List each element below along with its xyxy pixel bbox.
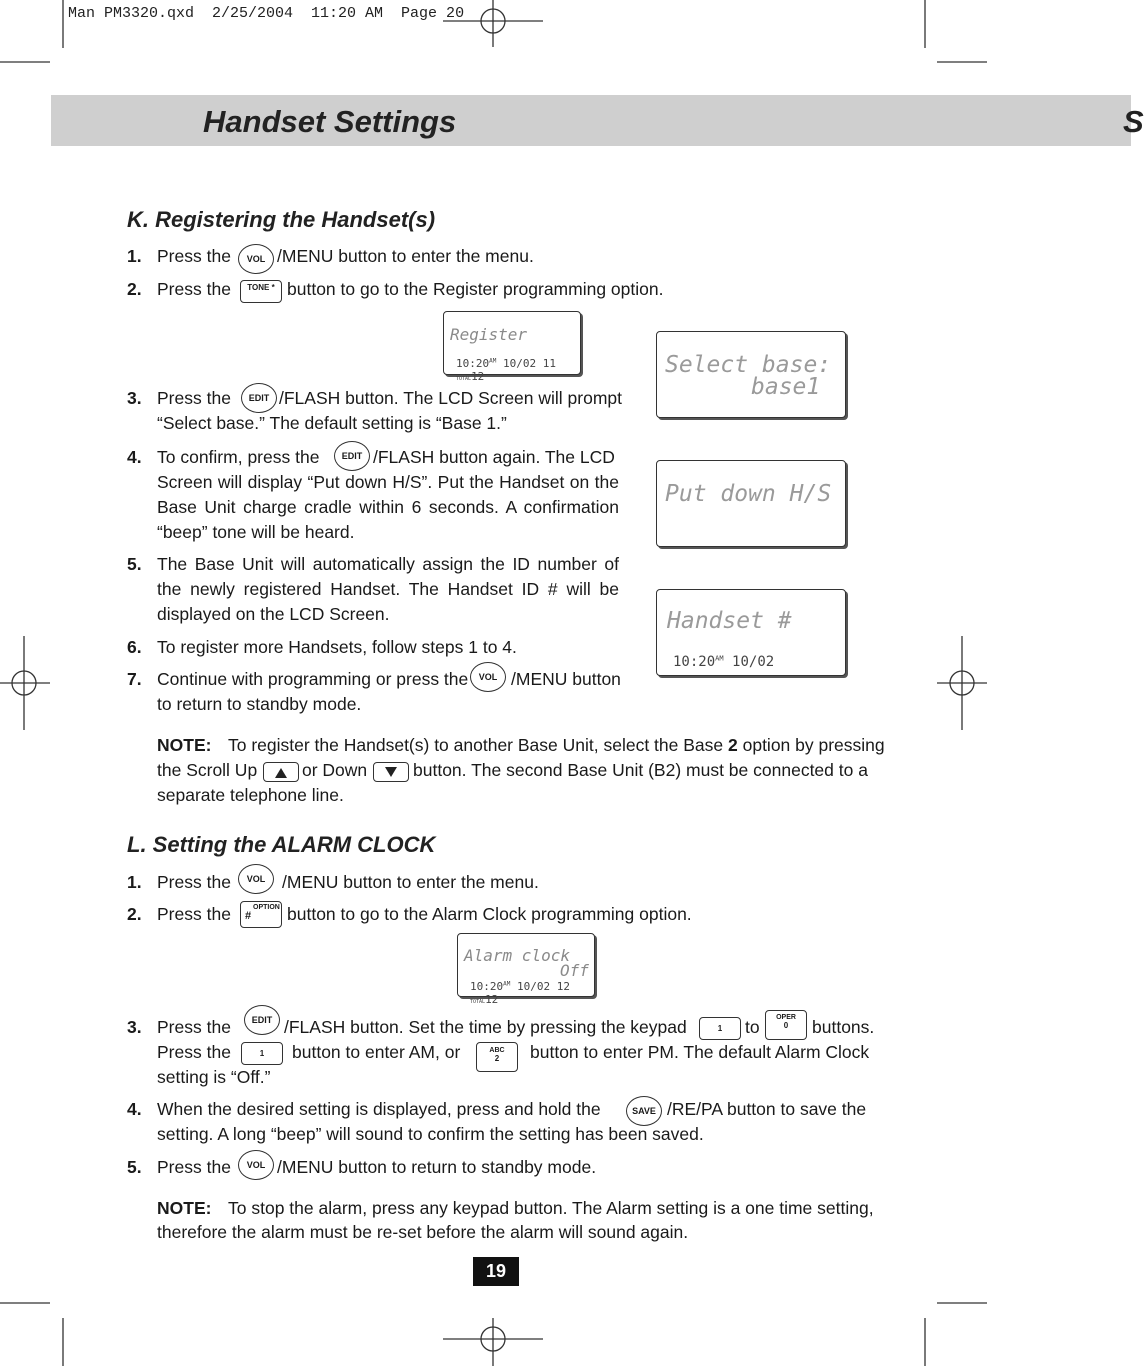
note-text: button. The second Base Unit (B2) must be connected to a xyxy=(413,760,868,780)
step-text: button to enter AM, or xyxy=(292,1042,461,1062)
page-number: 19 xyxy=(473,1257,519,1286)
key-digit: 2 xyxy=(494,1054,500,1063)
vol-key-icon: VOL xyxy=(470,662,506,692)
note-label: NOTE: xyxy=(157,735,212,755)
key-label: OPER xyxy=(776,1014,796,1021)
note-text xyxy=(228,733,885,758)
step-text: /FLASH button. The LCD Screen will prompt xyxy=(279,388,623,408)
lcd-date: 10/02 xyxy=(516,980,551,993)
note-segment: To register the Handset(s) to another Base Unit, select the Base xyxy=(228,735,724,755)
step-text: Press the xyxy=(157,279,231,299)
hash-option-key-icon xyxy=(240,901,282,928)
lcd-time-value: 10:20 xyxy=(456,357,490,370)
lcd-put-down xyxy=(656,460,846,547)
step-text: /FLASH button again. The LCD xyxy=(373,447,615,467)
step-text: The Base Unit will automatically assign the ID number of the newly registered Handset. The Handset ID # will be displayed on the LCD Screen. xyxy=(157,554,619,624)
note-text: or Down xyxy=(302,760,368,780)
step-number: 3. xyxy=(127,388,142,408)
step-number: 7. xyxy=(127,669,142,689)
step-number: 1. xyxy=(127,872,142,892)
scroll-down-key-icon xyxy=(373,762,409,782)
vol-key-icon: VOL xyxy=(238,864,274,894)
note-segment: option by pressing xyxy=(742,735,885,755)
lcd-date: 10/02 xyxy=(732,654,775,670)
lcd-line: base1 xyxy=(751,374,821,400)
key-1-icon: 1 xyxy=(241,1042,283,1065)
page-title: Handset Settings xyxy=(203,104,457,139)
lcd-count: 12 xyxy=(556,980,570,993)
lcd-time-value: 10:20 xyxy=(673,654,716,670)
step-number: 5. xyxy=(127,1157,142,1177)
key-0-oper-icon xyxy=(765,1010,807,1040)
section-edge-letter: S xyxy=(1123,104,1144,139)
step-text: /FLASH button. Set the time by pressing the keypad xyxy=(284,1017,687,1037)
key-label: OPTION xyxy=(253,904,280,911)
step-text: to xyxy=(745,1017,760,1037)
lcd-count: 11 xyxy=(542,357,556,370)
step-text: to return to standby mode. xyxy=(157,694,362,714)
step-text: button to enter PM. The default Alarm Clock xyxy=(530,1042,870,1062)
lcd-select-base xyxy=(656,331,846,418)
step-text: Press the xyxy=(157,246,231,266)
lcd-total-label: TOTAL xyxy=(470,999,486,1005)
step-text: /MENU button xyxy=(511,669,621,689)
note-bold: 2 xyxy=(728,735,738,755)
step-text: Screen will display “Put down H/S”. Put the Handset on the Base Unit charge cradle within 6 seconds. A confirmation “beep” tone will be heard. xyxy=(157,472,619,542)
step-text: Continue with programming or press the xyxy=(157,669,469,689)
lcd-line: Select base: xyxy=(665,352,832,378)
lcd-status xyxy=(673,654,774,670)
note-text: separate telephone line. xyxy=(157,785,344,805)
step-number: 5. xyxy=(127,554,142,574)
section-k-heading: K. Registering the Handset(s) xyxy=(127,207,436,232)
lcd-line: Alarm clock xyxy=(464,946,570,965)
note-label: NOTE: xyxy=(157,1198,212,1218)
key-1-icon: 1 xyxy=(699,1017,741,1040)
key-label: ABC xyxy=(489,1047,505,1054)
step-text: /RE/PA button to save the xyxy=(667,1099,867,1119)
step-number: 4. xyxy=(127,1099,142,1119)
step-number: 4. xyxy=(127,447,142,467)
lcd-date: 10/02 xyxy=(502,357,537,370)
step-text: button to go to the Register programming option. xyxy=(287,279,664,299)
step-text: Press the xyxy=(157,1042,231,1062)
lcd-am: AM xyxy=(503,980,511,988)
step-text: To confirm, press the xyxy=(157,447,320,467)
step-text: setting is “Off.” xyxy=(157,1067,271,1087)
step-text: Press the xyxy=(157,1017,231,1037)
tone-star-key-icon: TONE * xyxy=(240,280,282,303)
key-2-abc-icon xyxy=(476,1042,518,1072)
lcd-register xyxy=(443,311,581,383)
edit-key-icon: EDIT xyxy=(241,383,277,413)
step-text: “Select base.” The default setting is “Base 1.” xyxy=(157,413,507,433)
step-text: Press the xyxy=(157,1157,231,1177)
step-text: /MENU button to enter the menu. xyxy=(277,246,534,266)
step-text: When the desired setting is displayed, press and hold the xyxy=(157,1099,601,1119)
lcd-time-value: 10:20 xyxy=(470,980,504,993)
lcd-status xyxy=(470,980,594,1006)
step-text: Press the xyxy=(157,388,231,408)
lcd-line: Handset # xyxy=(667,608,792,634)
lcd-am: AM xyxy=(489,357,497,365)
step-text: /MENU button to return to standby mode. xyxy=(277,1157,597,1177)
step-number: 1. xyxy=(127,246,142,266)
save-key-icon: SAVE xyxy=(626,1096,662,1126)
lcd-line: Put down H/S xyxy=(665,481,832,507)
note-text: therefore the alarm must be re-set before the alarm will sound again. xyxy=(157,1222,689,1242)
vol-key-icon: VOL xyxy=(238,1150,274,1180)
edit-key-icon: EDIT xyxy=(244,1005,280,1035)
step-number: 2. xyxy=(127,279,142,299)
step-number: 2. xyxy=(127,904,142,924)
lcd-alarm-clock xyxy=(457,933,595,1006)
note-text: To stop the alarm, press any keypad button. The Alarm setting is a one time setting, xyxy=(228,1198,874,1218)
step-number: 6. xyxy=(127,637,142,657)
lcd-handset-number xyxy=(656,589,846,676)
lcd-line: Register xyxy=(450,325,528,344)
file-slug: Man PM3320.qxd 2/25/2004 11:20 AM Page 20 xyxy=(68,5,465,22)
lcd-total: 12 xyxy=(485,993,499,1006)
step-text: buttons. xyxy=(812,1017,875,1037)
note-text: the Scroll Up xyxy=(157,760,258,780)
lcd-status xyxy=(456,357,580,383)
lcd-total-label: TOTAL xyxy=(456,376,472,382)
key-digit: 0 xyxy=(783,1021,789,1030)
step-text: Press the xyxy=(157,904,231,924)
step-text: button to go to the Alarm Clock programming option. xyxy=(287,904,692,924)
lcd-total: 12 xyxy=(471,370,485,383)
step-number: 3. xyxy=(127,1017,142,1037)
lcd-am: AM xyxy=(715,654,724,663)
step-text: To register more Handsets, follow steps 1 to 4. xyxy=(157,637,517,657)
key-hash-glyph: # xyxy=(245,910,252,922)
edit-key-icon: EDIT xyxy=(334,441,370,471)
vol-key-icon: VOL xyxy=(238,244,274,274)
section-l-heading: L. Setting the ALARM CLOCK xyxy=(127,832,436,857)
lcd-line: Off xyxy=(560,961,589,980)
step-text: Press the xyxy=(157,872,231,892)
step-text: setting. A long “beep” will sound to confirm the setting has been saved. xyxy=(157,1124,704,1144)
scroll-up-key-icon xyxy=(263,762,299,782)
step-text: /MENU button to enter the menu. xyxy=(282,872,539,892)
